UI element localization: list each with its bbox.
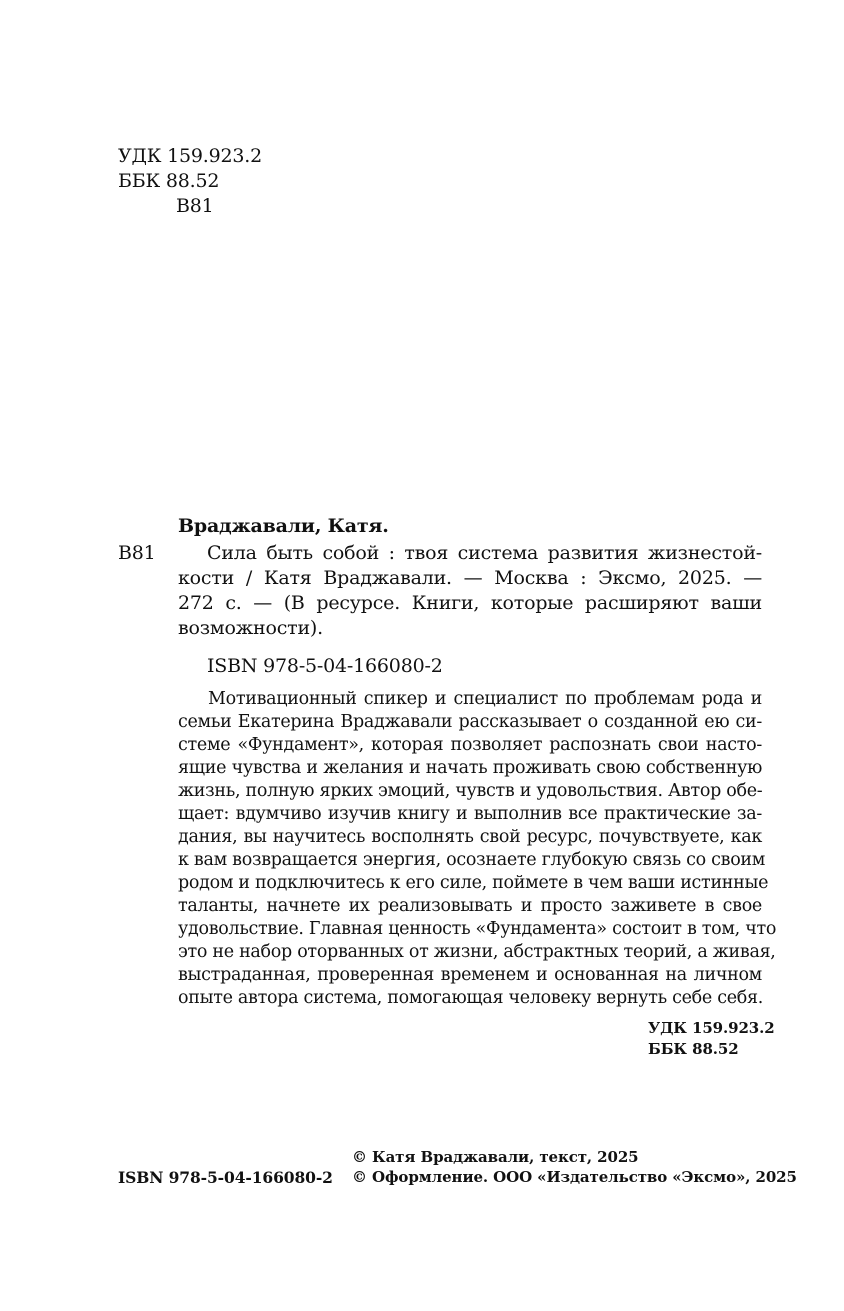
entry-author-mark: В81: [118, 542, 156, 564]
entry-heading: Враджавали, Катя.: [178, 515, 389, 537]
annotation-line: семьи Екатерина Враджавали рассказывает о созданной ею си-: [178, 712, 762, 732]
author-mark: В81: [176, 195, 214, 217]
annotation-line: выстраданная, проверенная временем и основанная на личном: [178, 965, 762, 985]
footer-isbn: ISBN 978-5-04-166080-2: [118, 1168, 333, 1187]
copyright-text: © Катя Враджавали, текст, 2025: [352, 1148, 639, 1166]
annotation-line: удовольствие. Главная ценность «Фундамента» состоит в том, что: [178, 919, 777, 939]
annotation-line: Мотивационный спикер и специалист по проблемам рода и: [208, 689, 762, 709]
entry-isbn: ISBN 978-5-04-166080-2: [207, 655, 443, 677]
annotation-line: щает: вдумчиво изучив книгу и выполнив все практические за-: [178, 804, 762, 824]
copyright-design: © Оформление. ООО «Издательство «Эксмо», 2025: [352, 1168, 797, 1186]
bbk-code: ББК 88.52: [118, 170, 220, 192]
annotation-line: жизнь, полную ярких эмоций, чувств и удовольствия. Автор обе-: [178, 781, 763, 801]
bib-line: Сила быть собой : твоя система развития жизнестой-: [207, 542, 762, 564]
annotation-line: опыте автора система, помогающая человеку вернуть себе себя.: [178, 988, 764, 1008]
annotation-line: к вам возвращается энергия, осознаете глубокую связь со своим: [178, 850, 766, 870]
annotation-line: родом и подключитесь к его силе, поймете в чем ваши истинные: [178, 873, 769, 893]
annotation-line: дания, вы научитесь восполнять свой ресурс, почувствуете, как: [178, 827, 762, 847]
bottom-bbk-code: ББК 88.52: [648, 1040, 739, 1058]
udk-code: УДК 159.923.2: [118, 145, 263, 167]
bib-line: 272 с. — (В ресурсе. Книги, которые расширяют ваши: [178, 592, 762, 614]
annotation-line: ящие чувства и желания и начать проживать свою собственную: [178, 758, 762, 778]
annotation-line: это не набор оторванных от жизни, абстрактных теорий, а живая,: [178, 942, 776, 962]
annotation-line: стеме «Фундамент», которая позволяет распознать свои насто-: [178, 735, 762, 755]
annotation-line: таланты, начнете их реализовывать и просто заживете в свое: [178, 896, 762, 916]
bib-line: кости / Катя Враджавали. — Москва : Эксмо, 2025. —: [178, 567, 762, 589]
bottom-udk-code: УДК 159.923.2: [648, 1019, 775, 1037]
bib-line: возможности).: [178, 617, 323, 639]
